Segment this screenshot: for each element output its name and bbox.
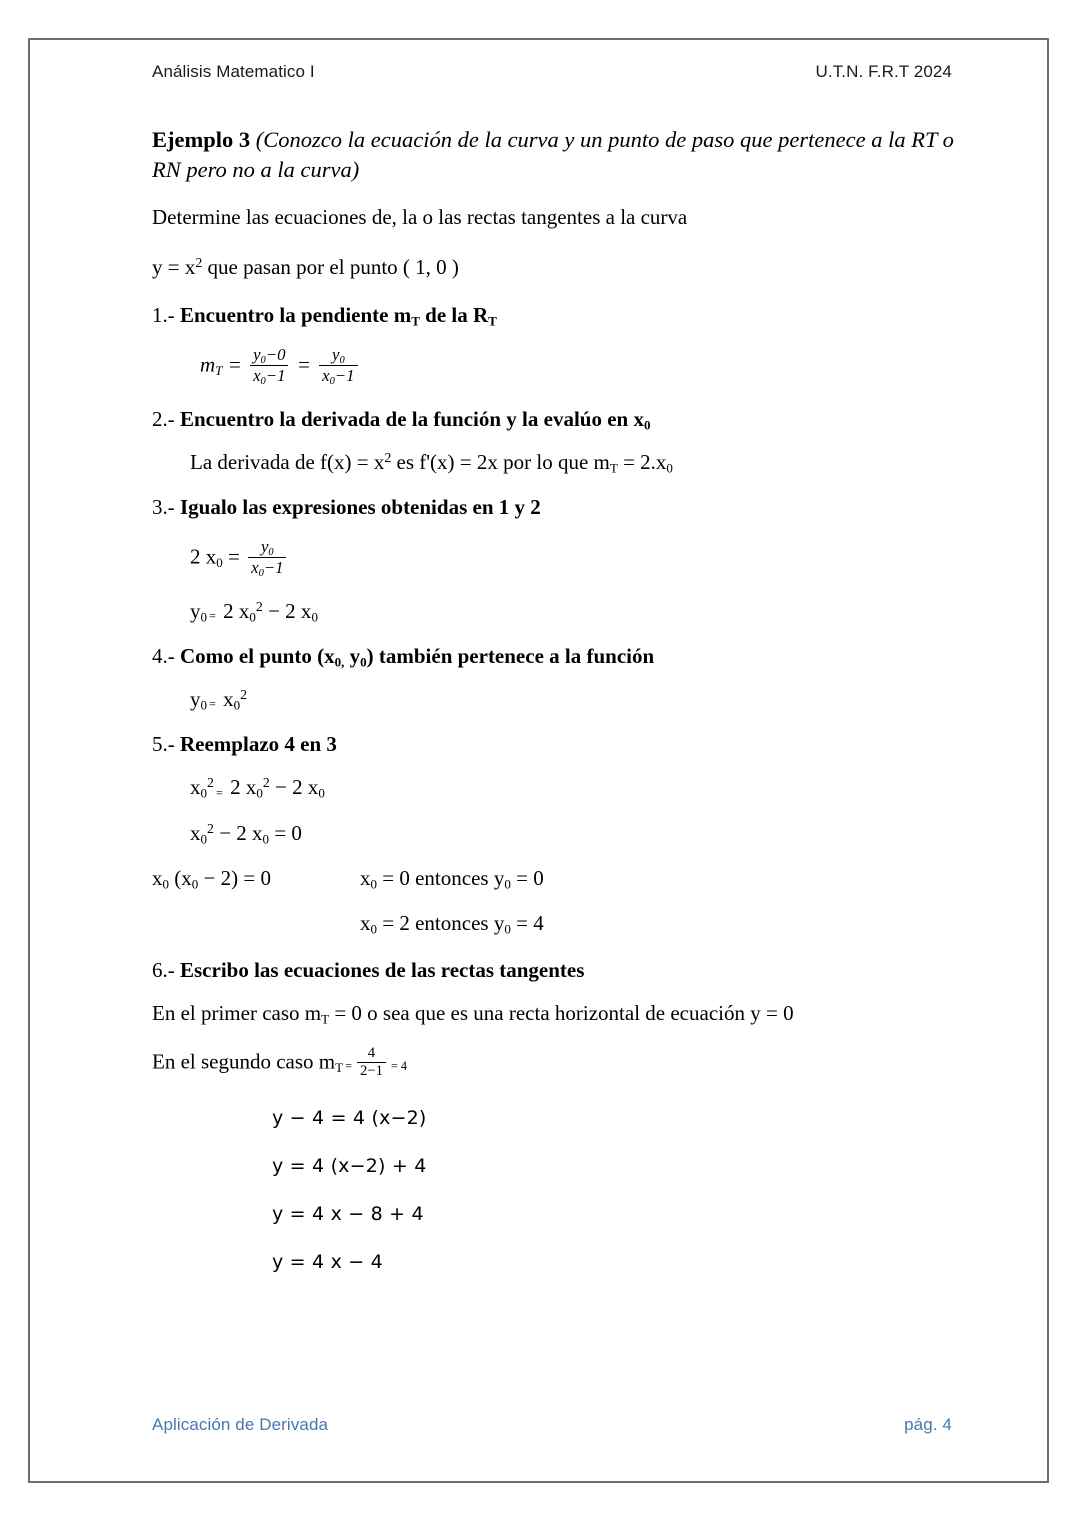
eq5a-rest-a: 2 x (224, 775, 257, 800)
eq4-equals: = (209, 697, 216, 712)
final-equation-2: y = 4 (x−2) + 4 (272, 1154, 427, 1177)
eq3a-lhs: 2 x (190, 544, 217, 569)
eq5a-rest-b: − 2 x (269, 775, 319, 800)
eq2-text-a: La derivada de f(x) = x (190, 449, 385, 474)
factored-b-sub: 0 (191, 876, 199, 892)
eq3b-y-sub: 0 (200, 609, 208, 625)
root1-y-sub: 0 (504, 876, 511, 892)
eq2-text-c: = 2.x (617, 449, 667, 474)
case-2-line (152, 1046, 962, 1081)
factored-c: − 2) = 0 (198, 865, 271, 890)
eq1-f1-num-var: y (253, 344, 261, 364)
eq1-lhs-sub: T (215, 362, 223, 378)
step-3-number: 3.- (152, 494, 175, 519)
eq3b-rest-a-sub: 0 (249, 609, 256, 625)
root2-y-sub: 0 (504, 921, 511, 937)
header-course-title: Análisis Matematico I (152, 62, 315, 81)
root1-word: entonces (409, 865, 494, 890)
step-1-text (180, 303, 497, 327)
eq2-sup-a: 2 (384, 450, 392, 466)
case2-numerator: 4 (357, 1045, 386, 1063)
eq3b-rest-a: 2 x (217, 598, 250, 623)
eq3b-rest-b-sub: 0 (311, 609, 318, 625)
root2-word: entonces (409, 910, 494, 935)
root1-y-val: = 0 (510, 865, 544, 890)
case2-denominator: 2−1 (359, 1062, 383, 1079)
eq1-lhs: m (200, 352, 216, 377)
equation-step3-b (190, 599, 962, 624)
step-4-text-a: Como el punto (x (180, 644, 335, 669)
example-title (152, 125, 962, 184)
case2-result: = 4 (390, 1059, 407, 1074)
roots-row-2 (152, 911, 962, 936)
roots-row-2-spacer (152, 911, 360, 936)
root2-x-sub: 0 (370, 921, 378, 937)
step-6-number: 6.- (152, 957, 175, 982)
step-4-text-b: y (344, 644, 361, 669)
eq3a-numerator (248, 537, 286, 558)
eq4-x-sup: 2 (240, 687, 248, 703)
intro-equation-tail: que pasan por el punto ( 1, 0 ) (202, 254, 459, 279)
eq1-fraction-2 (319, 345, 357, 386)
eq5b-rest-sub: 0 (262, 831, 270, 847)
step-4-text-c: ) también pertenece a la función (366, 644, 655, 669)
equation-step4 (190, 687, 962, 712)
step-5-text: Reemplazo 4 en 3 (180, 732, 337, 757)
step-2-number: 2.- (152, 406, 175, 431)
eq3b-equals: = (209, 609, 216, 624)
intro-line-1: Determine las ecuaciones de, la o las rectas tangentes a la curva (152, 205, 688, 230)
eq3a-lhs-sub: 0 (216, 554, 223, 570)
page-footer (152, 1415, 952, 1435)
equation-step5-b (190, 821, 962, 846)
eq4-x-sub: 0 (233, 697, 241, 713)
eq1-f2-den-sub: 0 (329, 375, 335, 387)
eq5b-tail: = 0 (269, 820, 302, 845)
eq3b-y: y (190, 598, 201, 623)
eq4-y: y (190, 687, 201, 712)
equation-derivative-line (190, 450, 962, 475)
eq5a-rest-b-sub: 0 (318, 785, 325, 801)
equation-factored (152, 866, 360, 891)
eq3a-num-sub: 0 (268, 546, 274, 558)
step-2-text-a: Encuentro la derivada de la función y la evalúo en x (180, 406, 644, 431)
step-1-sub-b: T (488, 313, 497, 329)
case2-sub: T (335, 1059, 344, 1075)
eq1-fraction-1-denominator (250, 366, 288, 386)
eq1-f2-num-var: y (332, 344, 340, 364)
step-1-number: 1.- (152, 302, 175, 327)
eq1-f1-den-sub: 0 (260, 375, 266, 387)
eq1-f2-den-tail: −1 (334, 365, 355, 385)
step-4-heading (152, 644, 962, 669)
eq2-sub-b: T (609, 460, 618, 476)
case2-equals: = (345, 1059, 352, 1074)
eq5a-x-sup: 2 (207, 775, 214, 791)
eq3b-rest-b: − 2 x (262, 598, 312, 623)
eq2-text-b: es f'(x) = 2x por lo que m (391, 449, 610, 474)
case1-text-a: En el primer caso m (152, 1000, 322, 1025)
eq1-fraction-2-denominator (319, 366, 357, 386)
equation-slope-definition (200, 346, 962, 387)
eq3a-den-sub: 0 (258, 567, 264, 579)
step-4-sub-a: 0, (334, 654, 345, 670)
root1-x-sub: 0 (370, 876, 378, 892)
step-6-heading (152, 958, 962, 983)
root2-x-val: = 2 (377, 910, 410, 935)
eq5a-equals: = (215, 785, 223, 800)
step-3-text: Igualo las expresiones obtenidas en 1 y 2 (180, 494, 541, 519)
final-equation-4: y = 4 x − 4 (272, 1250, 383, 1273)
step-2-sub: 0 (643, 417, 651, 433)
step-1-heading (152, 303, 962, 328)
step-4-sub-b: 0 (360, 654, 367, 670)
intro-equation-exponent: 2 (195, 254, 203, 270)
header-institution: U.T.N. F.R.T 2024 (815, 62, 952, 81)
step-1-text-b: de la R (419, 302, 489, 327)
factored-a: x (152, 865, 163, 890)
example-title-description: (Conozco la ecuación de la curva y un punto de paso que pertenece a la RT o RN pero no a la curva) (152, 127, 954, 182)
eq3b-rest-a-sup: 2 (255, 599, 263, 615)
document-page (28, 38, 1049, 1483)
eq3a-denominator (248, 558, 286, 578)
eq1-f1-den-var: x (253, 365, 261, 385)
case2-fraction (357, 1045, 386, 1080)
eq3a-den-var: x (251, 557, 259, 577)
example-title-label: Ejemplo 3 (152, 127, 251, 152)
factored-b: (x (169, 865, 192, 890)
intro-line-2 (152, 254, 962, 281)
eq3a-den-tail: −1 (263, 557, 284, 577)
eq5b-rest: − 2 x (213, 820, 263, 845)
root2-y-val: = 4 (510, 910, 544, 935)
step-2-text (180, 407, 651, 431)
footer-section-title: Aplicación de Derivada (152, 1415, 329, 1434)
root-solution-2 (360, 911, 544, 936)
step-5-number: 5.- (152, 732, 175, 757)
roots-row-1 (152, 866, 962, 891)
step-1-text-a: Encuentro la pendiente m (180, 302, 412, 327)
eq5b-x-sup: 2 (207, 820, 214, 836)
root1-y: y (493, 865, 505, 890)
eq5b-x-sub: 0 (200, 831, 208, 847)
step-6-text: Escribo las ecuaciones de las rectas tangentes (180, 957, 585, 982)
step-2-heading (152, 407, 962, 432)
step-5-heading (152, 732, 962, 757)
eq1-equals-1: = (227, 352, 242, 377)
eq5a-rest-a-sup: 2 (262, 775, 270, 791)
factored-a-sub: 0 (162, 876, 170, 892)
eq2-sub-c: 0 (666, 460, 673, 476)
root1-x-val: = 0 (377, 865, 410, 890)
root2-y: y (493, 910, 505, 935)
page-header (152, 62, 952, 82)
root-solution-1 (360, 866, 544, 891)
case1-text-b: = 0 o sea que es una recta horizontal de ecuación y = 0 (329, 1000, 794, 1025)
eq3a-equals: = (228, 544, 240, 569)
eq1-equals-2: = (296, 352, 311, 377)
case1-sub: T (321, 1011, 330, 1027)
eq1-f1-num-tail: −0 (265, 344, 286, 364)
final-equation-3: y = 4 x − 8 + 4 (272, 1202, 424, 1225)
eq5a-x: x (190, 775, 201, 800)
eq3a-fraction (248, 537, 286, 578)
final-equation-1: y − 4 = 4 (x−2) (272, 1106, 427, 1129)
eq5a-x-sub: 0 (200, 785, 208, 801)
equation-step5-a (190, 775, 962, 800)
step-1-sub-a: T (411, 313, 420, 329)
eq1-f1-den-tail: −1 (265, 365, 286, 385)
footer-page-number: pág. 4 (904, 1415, 952, 1434)
eq4-x: x (217, 687, 234, 712)
case2-text-a: En el segundo caso m (152, 1048, 336, 1073)
eq1-f1-num-sub: 0 (260, 354, 266, 366)
eq1-fraction-1-numerator (250, 345, 288, 366)
eq3a-num-var: y (260, 536, 269, 556)
case-1-line (152, 1001, 962, 1026)
intro-equation-lhs: y = x (152, 254, 196, 279)
root2-x: x (360, 910, 371, 935)
eq1-fraction-2-numerator (319, 345, 357, 366)
eq1-f2-num-sub: 0 (339, 354, 345, 366)
step-3-heading (152, 495, 962, 520)
eq4-y-sub: 0 (200, 697, 208, 713)
equation-step3-a (190, 538, 962, 579)
eq1-fraction-1 (250, 345, 288, 386)
eq5a-rest-a-sub: 0 (256, 785, 263, 801)
step-4-text (180, 644, 654, 668)
eq5b-x: x (190, 820, 201, 845)
step-4-number: 4.- (152, 644, 175, 669)
eq1-f2-den-var: x (322, 365, 330, 385)
document-body (152, 125, 962, 1299)
root1-x: x (360, 865, 371, 890)
